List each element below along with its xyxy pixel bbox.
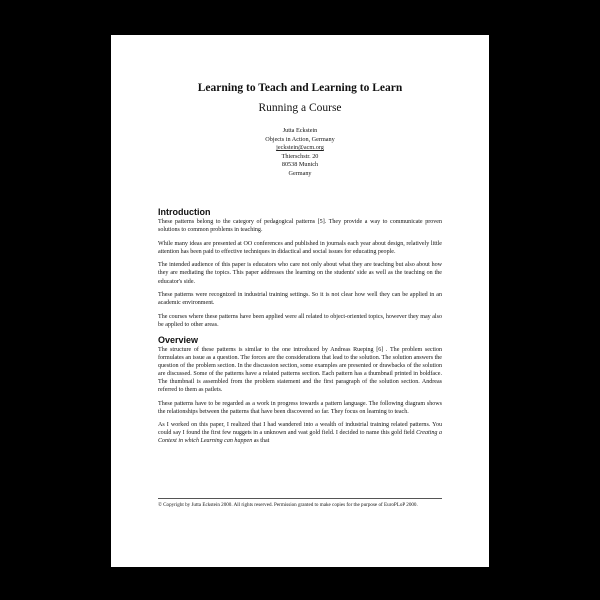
author-country: Germany [288, 169, 312, 177]
author-affiliation: Objects in Action, Germany [265, 135, 335, 143]
introduction-heading: Introduction [158, 207, 211, 217]
author-name: Jutta Eckstein [282, 127, 318, 134]
overview-last-paragraph-end: as that [252, 438, 270, 445]
author-email-link[interactable]: jeckstein@acm.org [276, 144, 324, 152]
introduction-paragraph: While many ideas are presented at OO conferences and published in journals each year about design, relatively little attention has been paid to effective techniques in didactical and social issues for educating people. [158, 240, 442, 255]
introduction-paragraph: The intended audience of this paper is educators who care not only about what they are teaching but also about how they are mediating the topics. This paper addresses the learning on the students' side as well as the teaching on the educator's side. [158, 262, 442, 285]
introduction-paragraph: These patterns belong to the category of pedagogical patterns [5]. They provide a way to communicate proven solutions to common problems in teaching. [158, 219, 442, 234]
introduction-paragraph: The courses where these patterns have been applied were all related to object-oriented topics, however they may also be applied to other areas. [158, 313, 442, 328]
overview-paragraph: The structure of these patterns is similar to the one introduced by Andreas Rueping [6] . The problem section formulates an issue as a question. The forces are the considerations that lead to the solution. The solution answers the question of the problem section. In the discussion section, some examples are presented or drawbacks of the solution are discussed. Some of the patterns have a related patterns section. Each pattern has a thumbnail printed in boldface. The thumbnail is assembled from the problem statement and the first paragraph of the solution section. Andreas referred to them as patlets. [158, 346, 442, 393]
author-city: 80538 Munich [281, 161, 319, 169]
paper-page [111, 35, 489, 567]
overview-last-paragraph [158, 421, 442, 445]
overview-last-paragraph-start: As I worked on this paper, I realized that I had wandered into a wealth of industrial training related patterns. You could say I found the first few nuggets in a unknown and vast gold field. I decided to name this gold field [158, 422, 442, 437]
overview-heading: Overview [158, 334, 199, 345]
paper-title: Learning to Teach and Learning to Learn [197, 82, 403, 94]
gold-field-name: Creating a Context in which Learning can happen [158, 430, 442, 445]
paper-subtitle: Running a Course [258, 102, 342, 114]
author-block [111, 127, 489, 179]
introduction-paragraph: These patterns were recognized in industrial training settings. So it is not clear how well they can be applied in an academic environment. [158, 292, 442, 307]
author-street: Thierschstr. 20 [281, 152, 319, 160]
copyright-footnote: © Copyright by Jutta Eckstein 2000. All rights reserved. Permission granted to make copies for the purpose of EuroPLoP 2000. [158, 502, 418, 508]
overview-paragraph: These patterns have to be regarded as a work in progress towards a pattern language. The following diagram shows the relationships between the patterns that have been discovered so far. They focus on learning to teach. [158, 400, 442, 415]
footnote-divider [158, 498, 442, 499]
paper-body [158, 207, 442, 451]
